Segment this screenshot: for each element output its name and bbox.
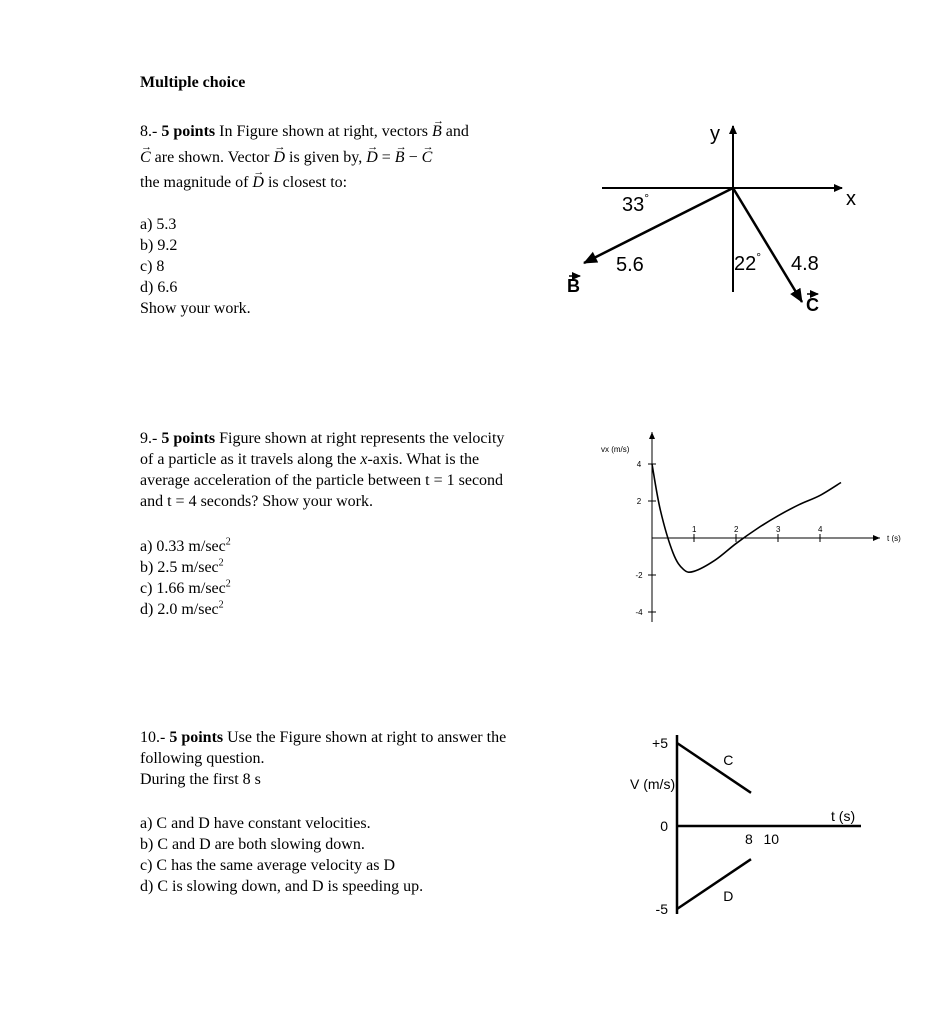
- q9-option[interactable]: c) 1.66 $m/\sec^2$: [140, 578, 231, 597]
- q9-x-axis-label: t (s): [887, 534, 901, 543]
- vector-c-symbol: → C: [140, 147, 151, 168]
- q8-option[interactable]: d) 6.6: [140, 279, 178, 296]
- q10-series-c-line: [677, 743, 751, 793]
- q9-y-tick-label: -2: [635, 571, 643, 580]
- q10-option-list: [140, 813, 423, 897]
- q10-text: Use the Figure shown at right to answer the: [223, 729, 507, 746]
- q9-text: Figure shown at right represents the velocity: [215, 430, 505, 447]
- q10-option[interactable]: a) C and D have constant velocities.: [140, 815, 371, 832]
- q9-velocity-chart: [595, 426, 915, 626]
- vector-b-symbol: → B: [432, 121, 442, 142]
- q9-line2: [140, 449, 479, 470]
- section-heading: Multiple choice: [140, 74, 246, 91]
- q10-velocity-chart: [620, 730, 870, 920]
- q9-y-tick-label: -4: [635, 608, 643, 617]
- angle-c-label: 22°: [734, 250, 762, 275]
- q9-option[interactable]: d) 2.0 $m/\sec^2$: [140, 599, 224, 618]
- q8-option-list: [140, 214, 251, 319]
- q8-text: is given by,: [285, 149, 367, 166]
- q10-y-tick-label: 0: [660, 818, 668, 834]
- magnitude-c-label: 4.8: [791, 253, 819, 275]
- q8-text: In Figure shown at right, vectors: [215, 123, 432, 140]
- q9-y-tick-label: 2: [636, 497, 642, 506]
- q10-series-d-label: D: [723, 888, 734, 904]
- q9-option[interactable]: b) 2.5 $m/\sec^2$: [140, 557, 224, 576]
- q10-y-axis-label-v: V (m/s): [630, 776, 676, 792]
- q9-line3: average acceleration of the particle between t = 1 second: [140, 472, 504, 489]
- q10-line1: [140, 727, 506, 748]
- vector-d-symbol: → D: [366, 147, 378, 168]
- q9-line4: and t = 4 seconds? Show your work.: [140, 493, 373, 510]
- q9-text: x: [360, 451, 368, 468]
- q9-x-tick-label: 1: [692, 525, 697, 534]
- q8-line2: [140, 147, 432, 168]
- q8-option[interactable]: b) 9.2: [140, 237, 178, 254]
- angle-b-label: 33°: [622, 191, 650, 216]
- q10-line2: following question.: [140, 750, 265, 767]
- q9-x-tick-label: 3: [776, 525, 781, 534]
- vector-d-symbol: → D: [252, 172, 264, 193]
- q10-y-tick-label: +5: [652, 735, 668, 751]
- q8-number: 8.-: [140, 123, 162, 140]
- q8-text: are shown. Vector: [150, 149, 274, 166]
- q8-line1: [140, 121, 469, 142]
- q10-number: 10.-: [140, 729, 170, 746]
- magnitude-b-label: 5.6: [616, 254, 644, 276]
- q8-vector-figure: [550, 112, 880, 327]
- q10-option[interactable]: c) C has the same average velocity as D: [140, 857, 396, 874]
- x-axis-label: x: [846, 188, 856, 210]
- q8-points: 5 points: [161, 123, 216, 140]
- q8-show-work: Show your work.: [140, 300, 251, 317]
- q10-points: 5 points: [169, 729, 224, 746]
- q8-text: is closest to:: [263, 174, 348, 191]
- q8-option[interactable]: a) 5.3: [140, 216, 177, 233]
- q8-text: the magnitude of: [140, 174, 253, 191]
- q9-text: of a particle as it travels along the: [140, 451, 361, 468]
- q10-x-axis-label: t (s): [831, 808, 856, 824]
- q10-x-tick-label: 8: [745, 831, 753, 847]
- minus-sign: −: [404, 149, 422, 166]
- q9-text: -axis. What is the: [367, 451, 480, 468]
- q9-points: 5 points: [161, 430, 216, 447]
- equals-sign: =: [377, 149, 395, 166]
- vector-b-symbol: → B: [395, 147, 405, 168]
- q9-velocity-curve: [652, 464, 841, 572]
- q9-x-tick-label: 2: [734, 525, 739, 534]
- q8-text: and: [441, 123, 469, 140]
- q10-series-d-line: [677, 859, 751, 909]
- q10-series-c-label: C: [723, 752, 734, 768]
- q10-line3: During the first 8 s: [140, 771, 261, 788]
- vector-b-label: B: [567, 276, 580, 296]
- q9-option-list: [140, 536, 231, 620]
- q9-y-tick-label: 4: [636, 460, 642, 469]
- q8-option[interactable]: c) 8: [140, 258, 165, 275]
- q9-option[interactable]: a) 0.33 $m/\sec^2$: [140, 536, 231, 555]
- q10-y-tick-label: -5: [655, 901, 668, 917]
- q10-option[interactable]: d) C is slowing down, and D is speeding up.: [140, 878, 424, 895]
- vector-c-label: C: [806, 295, 819, 315]
- q9-number: 9.-: [140, 430, 162, 447]
- q9-y-axis-label: vx (m/s): [601, 445, 630, 454]
- vector-b-arrow: [584, 188, 733, 263]
- q10-x-tick-label: 10: [763, 831, 780, 847]
- q10-option[interactable]: b) C and D are both slowing down.: [140, 836, 365, 853]
- y-axis-label: y: [710, 123, 720, 145]
- q9-x-tick-label: 4: [818, 525, 823, 534]
- q8-line3: [140, 172, 347, 193]
- vector-c-arrow: [733, 188, 802, 302]
- q9-line1: [140, 428, 504, 449]
- vector-c-symbol: → C: [422, 147, 433, 168]
- vector-d-symbol: → D: [273, 147, 285, 168]
